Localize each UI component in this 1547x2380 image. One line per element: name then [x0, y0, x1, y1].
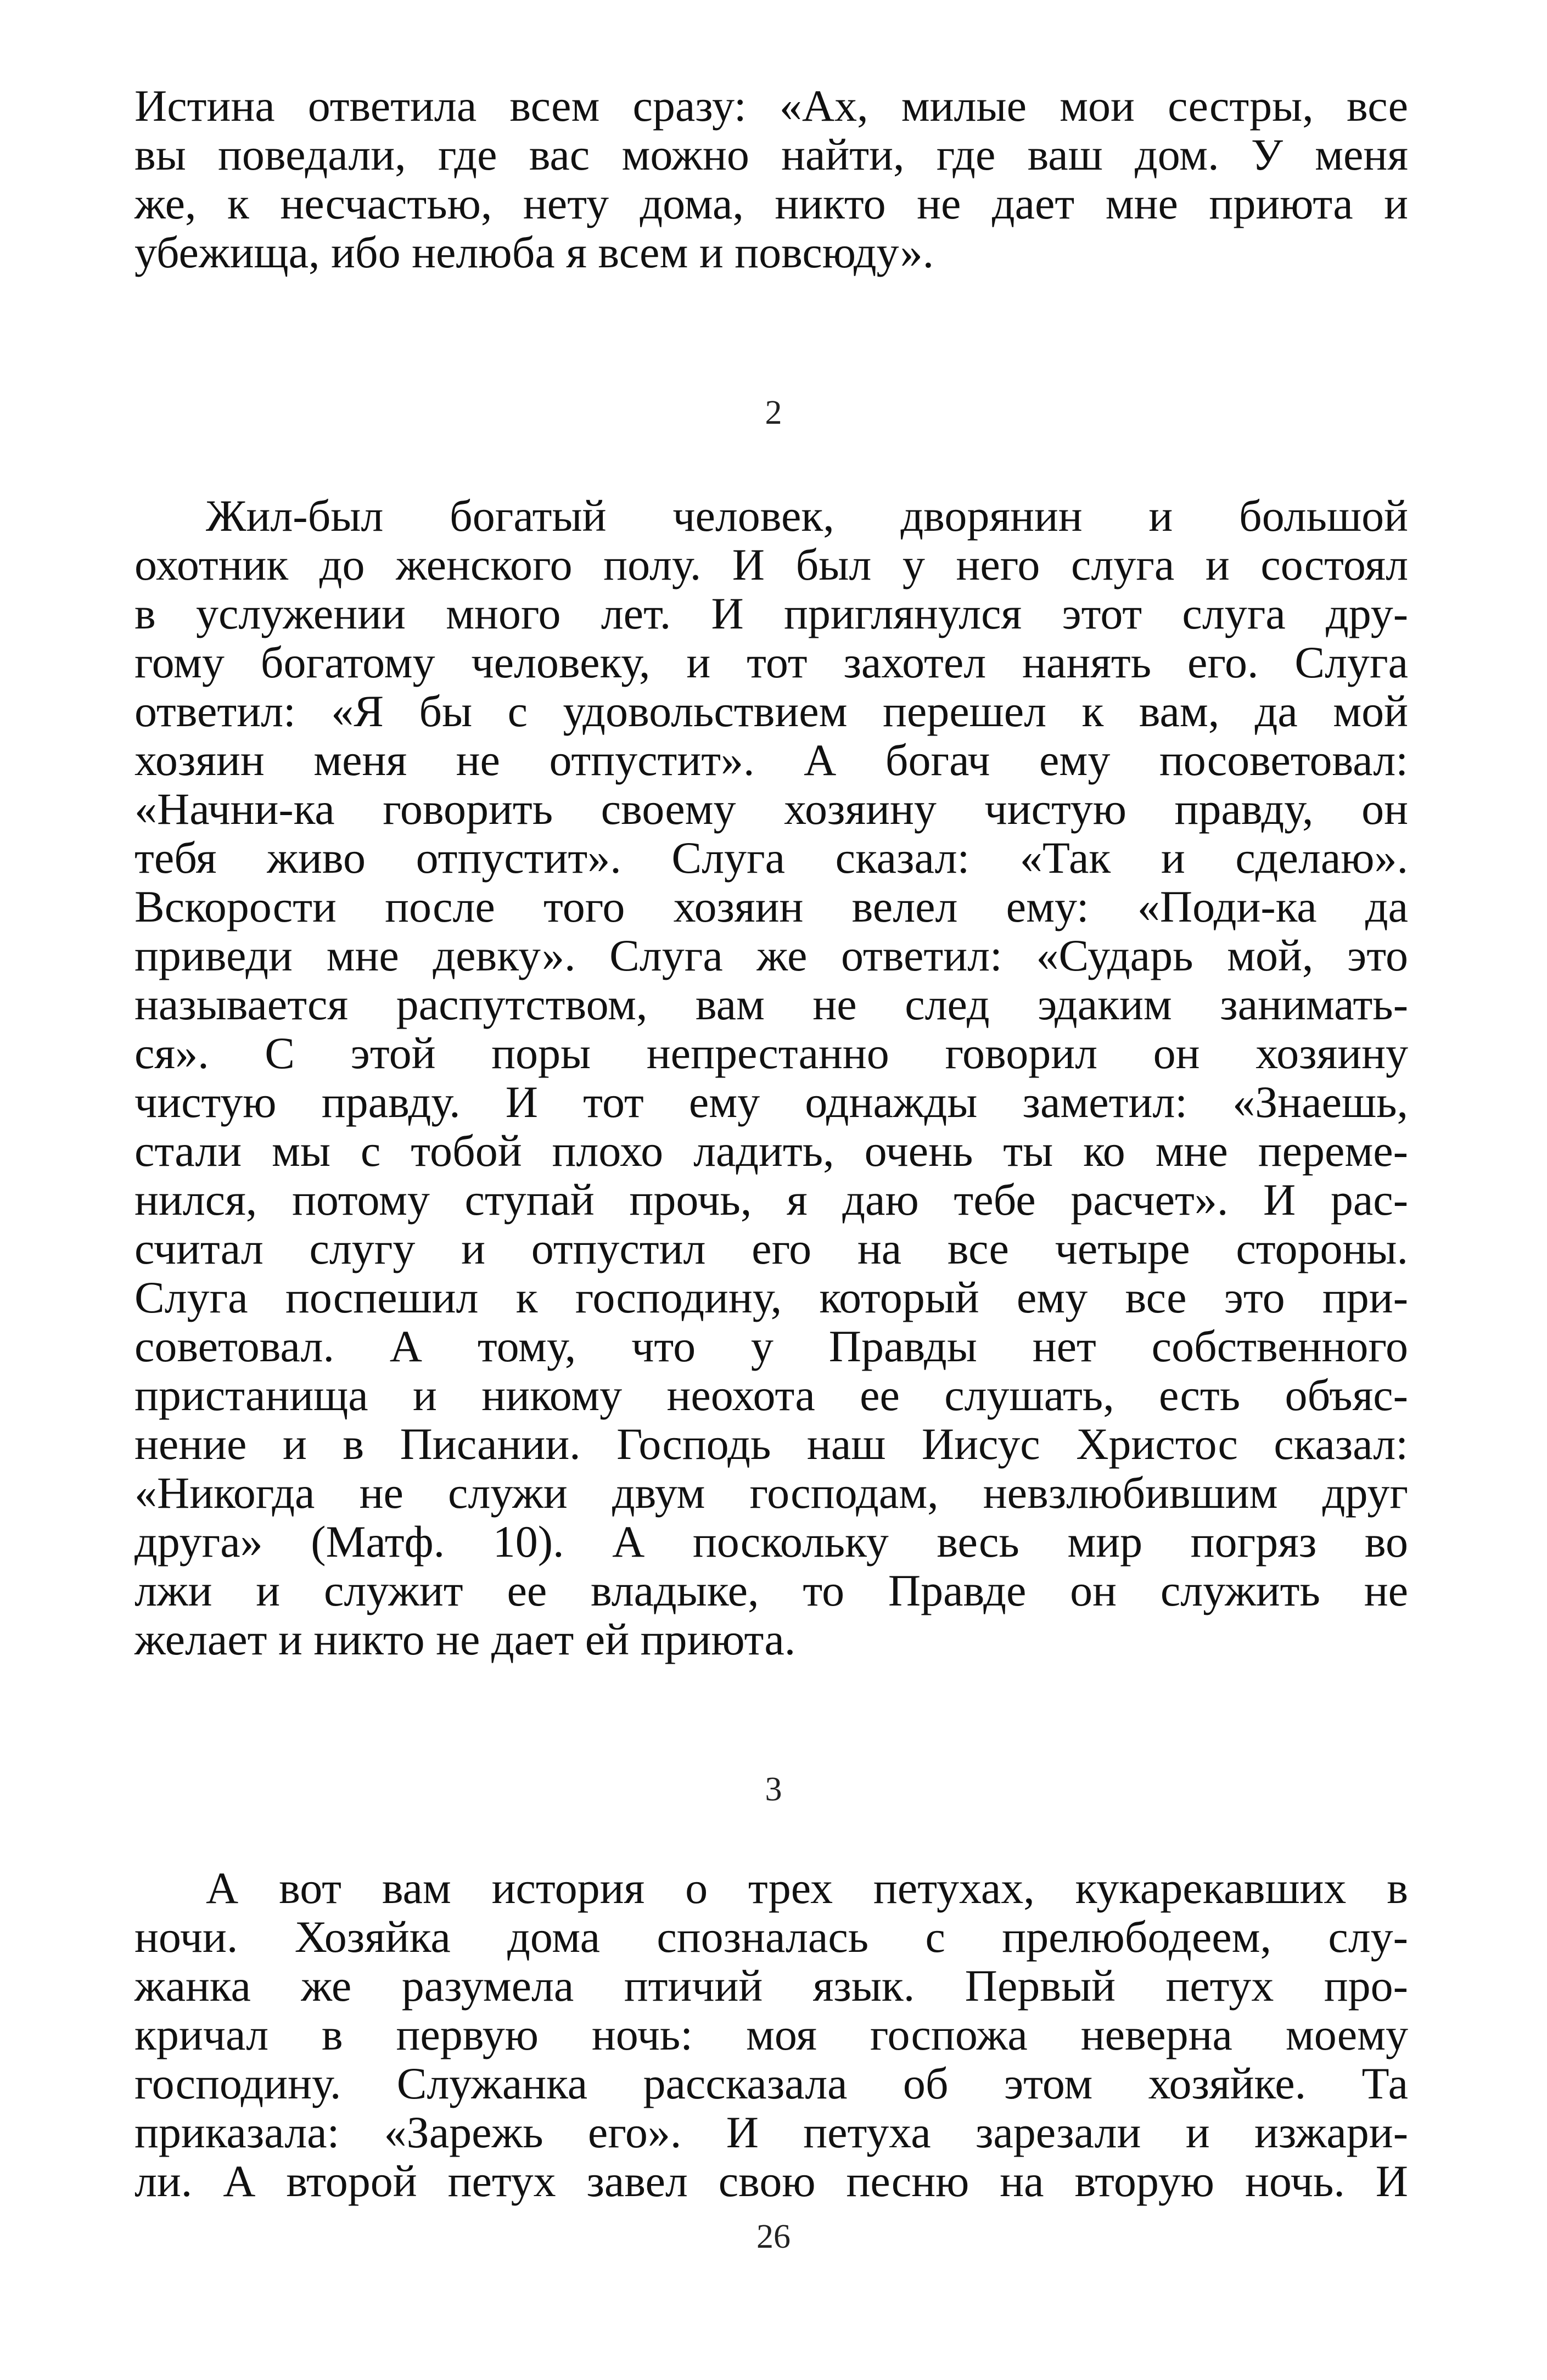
section-3-text — [134, 1863, 1408, 2205]
text-line: тебя живо отпустит». Слуга сказал: «Так и сделаю». — [134, 833, 1408, 883]
text-line: вы поведали, где вас можно найти, где ваш дом. У меня — [134, 130, 1408, 179]
section-3-body — [134, 1863, 1408, 2205]
text-line: ночи. Хозяйка дома спозналась с прелюбодеем, слу- — [134, 1912, 1408, 1962]
section-2-text — [134, 491, 1408, 1664]
paragraph-intro-text — [134, 81, 1408, 277]
text-line: хозяин меня не отпустит». А богач ему посоветовал: — [134, 735, 1408, 785]
text-line: чистую правду. И тот ему однажды заметил: «Знаешь, — [134, 1077, 1408, 1127]
text-line: господину. Служанка рассказала об этом хозяйке. Та — [134, 2058, 1408, 2108]
text-line: кричал в первую ночь: моя госпожа неверна моему — [134, 2009, 1408, 2059]
text-line: желает и никто не дает ей приюта. — [134, 1614, 796, 1664]
text-line: убежища, ибо нелюба я всем и повсюду». — [134, 227, 934, 277]
paragraph-intro — [134, 81, 1408, 277]
text-line: лжи и служит ее владыке, то Правде он служить не — [134, 1565, 1408, 1615]
text-line: советовал. А тому, что у Правды нет собственного — [134, 1321, 1408, 1371]
text-line: жанка же разумела птичий язык. Первый петух про- — [134, 1961, 1408, 2011]
text-line: Истина ответила всем сразу: «Ах, милые мои сестры, все — [134, 81, 1408, 131]
section-number-2: 2 — [765, 394, 782, 431]
text-line: «Никогда не служи двум господам, невзлюбившим друг — [134, 1468, 1408, 1518]
text-line: пристанища и никому неохота ее слушать, есть объяс- — [134, 1370, 1408, 1420]
section-2-body — [134, 491, 1408, 1664]
text-line: приказала: «Зарежь его». И петуха зарезали и изжари- — [134, 2107, 1408, 2157]
text-line: ся». С этой поры непрестанно говорил он хозяину — [134, 1028, 1408, 1078]
page-number: 26 — [756, 2218, 791, 2255]
text-line: называется распутством, вам не след эдаким занимать- — [134, 979, 1408, 1029]
text-line: же, к несчастью, нету дома, никто не дает мне приюта и — [134, 178, 1408, 228]
text-line: приведи мне девку». Слуга же ответил: «Сударь мой, это — [134, 930, 1408, 980]
text-line: считал слугу и отпустил его на все четыре стороны. — [134, 1223, 1408, 1273]
text-line: в услужении много лет. И приглянулся этот слуга дру- — [134, 588, 1408, 638]
text-line: ли. А второй петух завел свою песню на вторую ночь. И — [134, 2156, 1408, 2206]
text-line: А вот вам история о трех петухах, кукарекавших в — [206, 1863, 1408, 1913]
text-line: гому богатому человеку, и тот захотел нанять его. Слуга — [134, 637, 1408, 687]
section-number-3: 3 — [765, 1771, 782, 1808]
text-line: друга» (Матф. 10). А поскольку весь мир погряз во — [134, 1517, 1408, 1567]
text-line: стали мы с тобой плохо ладить, очень ты ко мне переме- — [134, 1126, 1408, 1176]
text-line: «Начни-ка говорить своему хозяину чистую правду, он — [134, 784, 1408, 834]
text-line: охотник до женского полу. И был у него слуга и состоял — [134, 540, 1408, 590]
text-line: Жил-был богатый человек, дворянин и большой — [206, 491, 1408, 541]
text-line: ответил: «Я бы с удовольствием перешел к вам, да мой — [134, 686, 1408, 736]
text-line: нился, потому ступай прочь, я даю тебе расчет». И рас- — [134, 1175, 1408, 1225]
text-line: нение и в Писании. Господь наш Иисус Христос сказал: — [134, 1419, 1408, 1469]
text-line: Слуга поспешил к господину, который ему все это при- — [134, 1272, 1408, 1322]
text-line: Вскорости после того хозяин велел ему: «Поди-ка да — [134, 882, 1408, 931]
